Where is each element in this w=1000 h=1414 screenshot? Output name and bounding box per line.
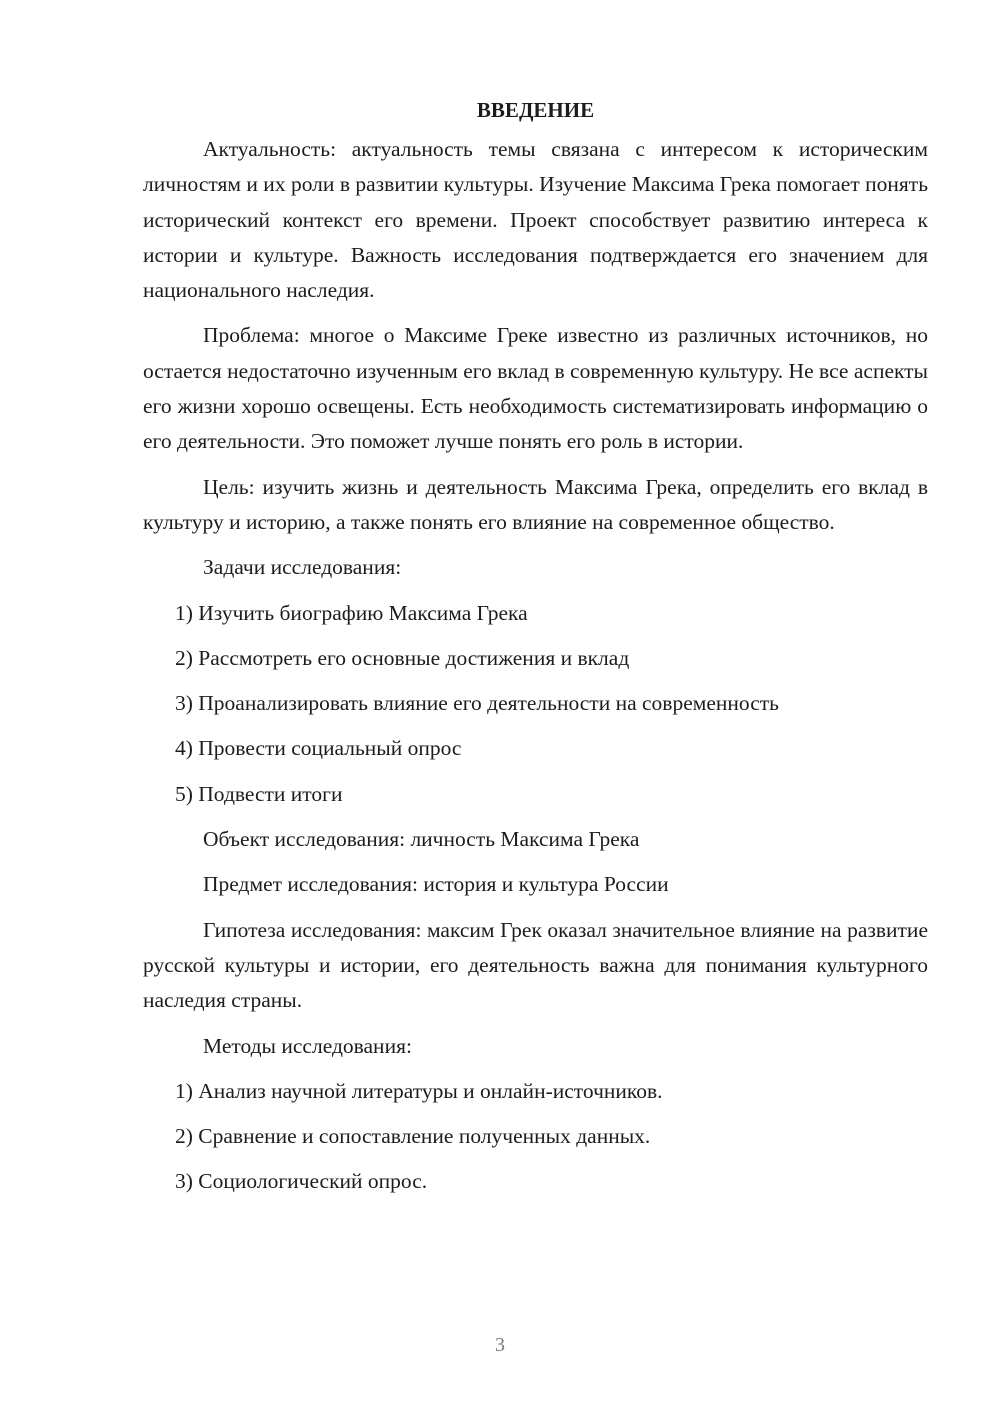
method-item: 2) Сравнение и сопоставление полученных данных.: [175, 1124, 651, 1149]
task-item: 3) Проанализировать влияние его деятельности на современность: [175, 691, 779, 716]
tasks-label: Задачи исследования:: [203, 555, 402, 580]
task-item: 2) Рассмотреть его основные достижения и вклад: [175, 645, 630, 670]
research-object: Объект исследования: личность Максима Грека: [203, 827, 640, 852]
relevance-paragraph: Актуальность: актуальность темы связана с интересом к историческим личностям и их роли в развитии культуры. Изучение Максима Грека помогает понять исторический контекст его времени. Проект способствует развитию интереса к истории и культуре. Важность исследования подтверждается его значением для национального наследия.: [143, 137, 928, 303]
method-item: 3) Социологический опрос.: [175, 1169, 428, 1194]
page-number: 3: [495, 1334, 505, 1356]
task-item: 1) Изучить биографию Максима Грека: [175, 600, 528, 625]
task-item: 4) Провести социальный опрос: [175, 736, 462, 761]
page-title: ВВЕДЕНИЕ: [476, 98, 595, 122]
task-item: 5) Подвести итоги: [175, 781, 343, 806]
methods-label: Методы исследования:: [203, 1033, 412, 1058]
research-subject: Предмет исследования: история и культура России: [203, 872, 669, 897]
goal-paragraph: Цель: изучить жизнь и деятельность Максима Грека, определить его вклад в культуру и историю, а также понять его влияние на современное общество.: [143, 474, 928, 534]
hypothesis-paragraph: Гипотеза исследования: максим Грек оказал значительное влияние на развитие русской культуры и истории, его деятельность важна для понимания культурного наследия страны.: [143, 917, 928, 1013]
method-item: 1) Анализ научной литературы и онлайн-источников.: [175, 1078, 663, 1103]
problem-paragraph: Проблема: многое о Максиме Греке известно из различных источников, но остается недостаточно изученным его вклад в современную культуру. Не все аспекты его жизни хорошо освещены. Есть необходимость систематизировать информацию о его деятельности. Это поможет лучше понять его роль в истории.: [143, 323, 928, 454]
document-page: [143, 96, 928, 1210]
